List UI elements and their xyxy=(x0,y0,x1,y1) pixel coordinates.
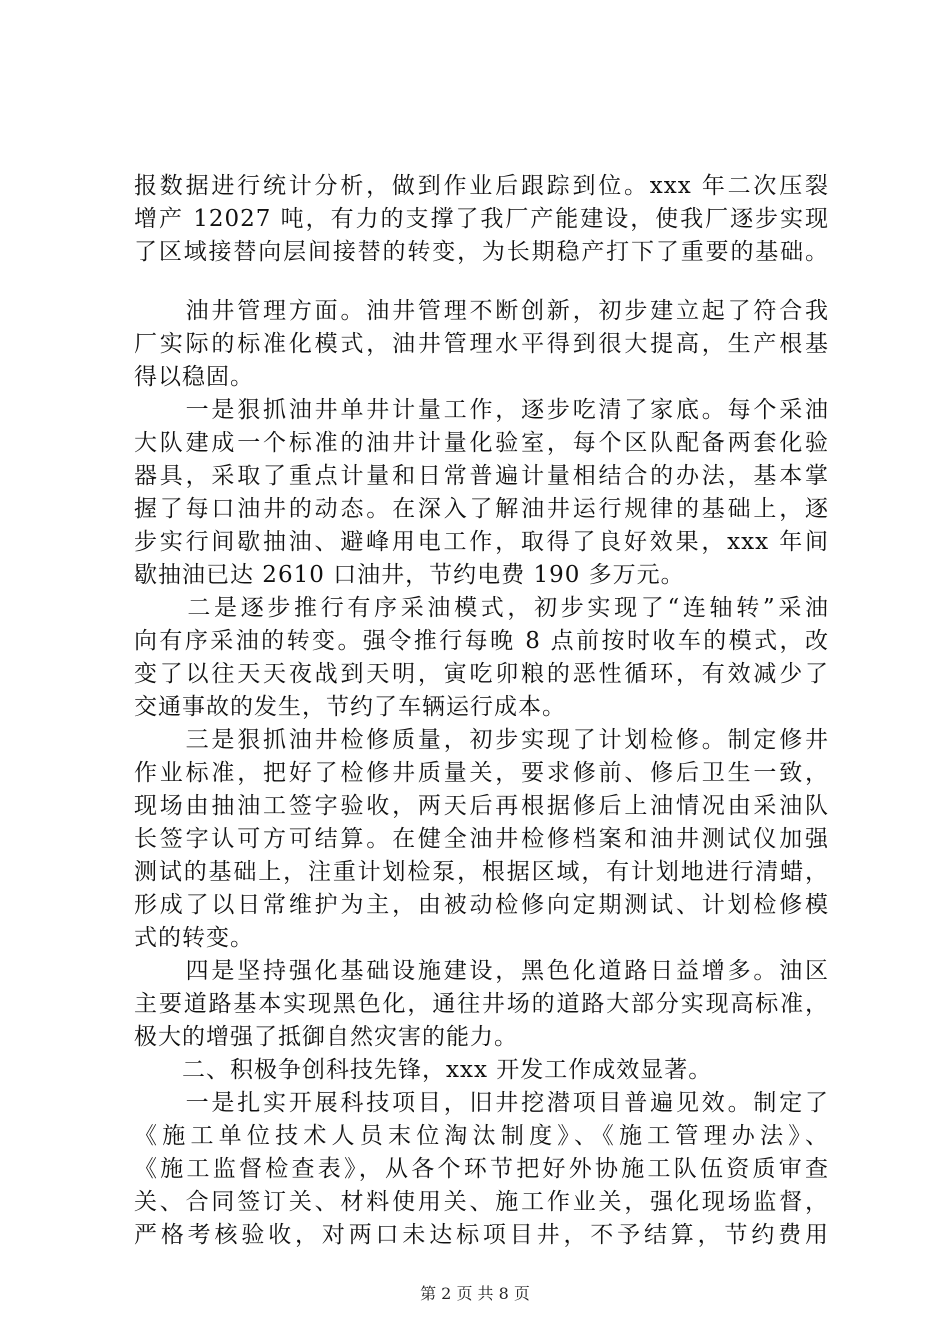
text-line: 《施工单位技术人员末位淘汰制度》、《施工管理办法》、 xyxy=(134,1123,829,1149)
page-footer: 第 2 页 共 8 页 xyxy=(420,1284,530,1303)
text-line: 大队建成一个标准的油井计量化验室，每个区队配备两套化验 xyxy=(134,430,829,456)
text-line: 二是逐步推行有序采油模式，初步实现了“连轴转”采油 xyxy=(134,595,829,621)
text-line: 变了以往天天夜战到天明，寅吃卯粮的恶性循环，有效减少了 xyxy=(134,661,829,687)
text-line: 式的转变。 xyxy=(134,925,254,951)
text-line: 极大的增强了抵御自然灾害的能力。 xyxy=(134,1024,518,1050)
text-line: 了区域接替向层间接替的转变，为长期稳产打下了重要的基础。 xyxy=(134,239,829,265)
text-line: 四是坚持强化基础设施建设，黑色化道路日益增多。油区 xyxy=(134,958,829,984)
text-line: 歇抽油已达 2610 口油井，节约电费 190 多万元。 xyxy=(134,562,685,588)
text-line: 增产 12027 吨，有力的支撑了我厂产能建设，使我厂逐步实现 xyxy=(134,206,829,232)
text-line: 主要道路基本实现黑色化，通往井场的道路大部分实现高标准， xyxy=(134,991,829,1017)
text-line: 报数据进行统计分析，做到作业后跟踪到位。xxx 年二次压裂 xyxy=(134,173,829,199)
paragraph-block-2 xyxy=(134,295,829,1252)
text-line: 器具，采取了重点计量和日常普遍计量相结合的办法，基本掌 xyxy=(134,463,829,489)
text-line: 作业标准，把好了检修井质量关，要求修前、修后卫生一致， xyxy=(134,760,829,786)
text-line: 向有序采油的转变。强令推行每晚 8 点前按时收车的模式，改 xyxy=(134,628,829,654)
text-line: 得以稳固。 xyxy=(134,364,254,390)
text-line: 三是狠抓油井检修质量，初步实现了计划检修。制定修井 xyxy=(134,727,829,753)
text-line: 步实行间歇抽油、避峰用电工作，取得了良好效果，xxx 年间 xyxy=(134,529,829,555)
text-line: 关、合同签订关、材料使用关、施工作业关，强化现场监督， xyxy=(134,1189,829,1215)
text-line: 现场由抽油工签字验收，两天后再根据修后上油情况由采油队 xyxy=(134,793,829,819)
text-line: 形成了以日常维护为主，由被动检修向定期测试、计划检修模 xyxy=(134,892,829,918)
paragraph-gap xyxy=(134,269,829,295)
document-body xyxy=(134,170,829,1252)
text-line: 一是扎实开展科技项目，旧井挖潜项目普遍见效。制定了 xyxy=(134,1090,829,1116)
text-line: 握了每口油井的动态。在深入了解油井运行规律的基础上，逐 xyxy=(134,496,829,522)
text-line: 油井管理方面。油井管理不断创新，初步建立起了符合我 xyxy=(134,298,829,324)
text-line: 厂实际的标准化模式，油井管理水平得到很大提高，生产根基 xyxy=(134,331,829,357)
text-line: 《施工监督检查表》，从各个环节把好外协施工队伍资质审查 xyxy=(134,1156,829,1182)
text-line: 交通事故的发生，节约了车辆运行成本。 xyxy=(134,694,566,720)
text-line: 长签字认可方可结算。在健全油井检修档案和油井测试仪加强 xyxy=(134,826,829,852)
paragraph-block-1 xyxy=(134,170,829,269)
text-line: 一是狠抓油井单井计量工作，逐步吃清了家底。每个采油 xyxy=(134,397,829,423)
text-line: 严格考核验收，对两口未达标项目井，不予结算，节约费用 xyxy=(134,1222,829,1248)
text-line: 二、积极争创科技先锋，xxx 开发工作成效显著。 xyxy=(134,1057,713,1083)
text-line: 测试的基础上，注重计划检泵，根据区域，有计划地进行清蜡， xyxy=(134,859,829,885)
